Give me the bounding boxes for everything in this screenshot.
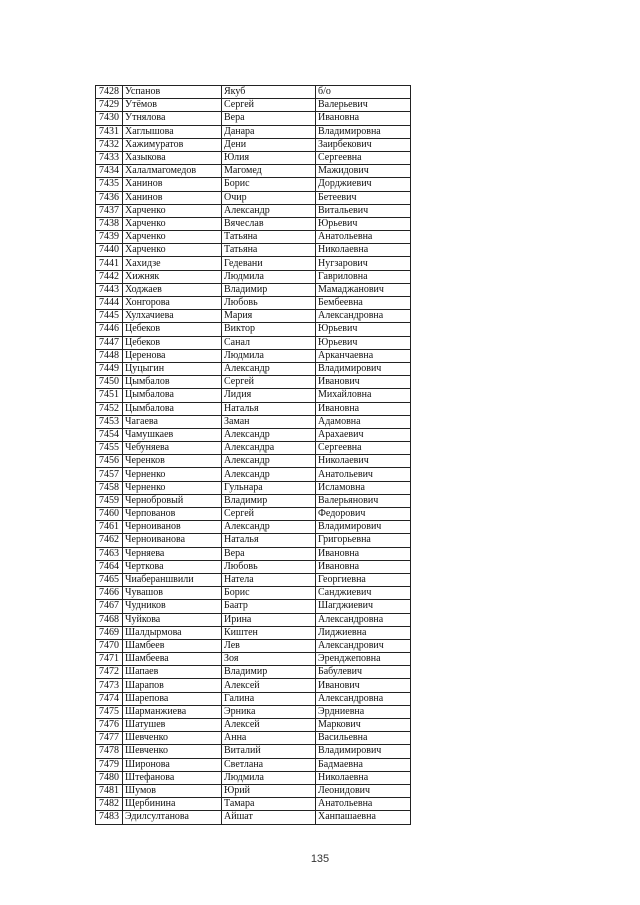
patronymic-cell: Александрович bbox=[316, 639, 411, 652]
first-name-cell: Сергей bbox=[222, 376, 316, 389]
last-name-cell: Успанов bbox=[123, 86, 222, 99]
last-name-cell: Халалмагомедов bbox=[123, 165, 222, 178]
row-number-cell: 7431 bbox=[96, 125, 123, 138]
table-row bbox=[96, 442, 411, 455]
first-name-cell: Анна bbox=[222, 732, 316, 745]
patronymic-cell: Георгиевна bbox=[316, 573, 411, 586]
first-name-cell: Татьяна bbox=[222, 231, 316, 244]
first-name-cell: Александр bbox=[222, 204, 316, 217]
table-row bbox=[96, 521, 411, 534]
table-row bbox=[96, 679, 411, 692]
first-name-cell: Вячеслав bbox=[222, 217, 316, 230]
table-row bbox=[96, 310, 411, 323]
last-name-cell: Чагаева bbox=[123, 415, 222, 428]
patronymic-cell: Юрьевич bbox=[316, 323, 411, 336]
first-name-cell: Лидия bbox=[222, 389, 316, 402]
table-row bbox=[96, 389, 411, 402]
first-name-cell: Магомед bbox=[222, 165, 316, 178]
last-name-cell: Шарманжиева bbox=[123, 705, 222, 718]
first-name-cell: Дени bbox=[222, 138, 316, 151]
row-number-cell: 7476 bbox=[96, 719, 123, 732]
row-number-cell: 7475 bbox=[96, 705, 123, 718]
table-row bbox=[96, 705, 411, 718]
table-row bbox=[96, 151, 411, 164]
last-name-cell: Черняева bbox=[123, 547, 222, 560]
table-row bbox=[96, 692, 411, 705]
patronymic-cell: Исламовна bbox=[316, 481, 411, 494]
table-row bbox=[96, 745, 411, 758]
row-number-cell: 7432 bbox=[96, 138, 123, 151]
patronymic-cell: Эрдниевна bbox=[316, 705, 411, 718]
last-name-cell: Шевченко bbox=[123, 745, 222, 758]
row-number-cell: 7464 bbox=[96, 560, 123, 573]
table-row bbox=[96, 481, 411, 494]
patronymic-cell: Арканчаевна bbox=[316, 349, 411, 362]
row-number-cell: 7471 bbox=[96, 653, 123, 666]
last-name-cell: Шумов bbox=[123, 784, 222, 797]
last-name-cell: Чернобровый bbox=[123, 494, 222, 507]
patronymic-cell: б/о bbox=[316, 86, 411, 99]
table-row bbox=[96, 270, 411, 283]
patronymic-cell: Шагджиевич bbox=[316, 600, 411, 613]
first-name-cell: Владимир bbox=[222, 494, 316, 507]
last-name-cell: Хахидзе bbox=[123, 257, 222, 270]
last-name-cell: Цуцыгин bbox=[123, 362, 222, 375]
last-name-cell: Чебуняева bbox=[123, 442, 222, 455]
patronymic-cell: Николаевна bbox=[316, 771, 411, 784]
row-number-cell: 7459 bbox=[96, 494, 123, 507]
row-number-cell: 7457 bbox=[96, 468, 123, 481]
row-number-cell: 7462 bbox=[96, 534, 123, 547]
row-number-cell: 7479 bbox=[96, 758, 123, 771]
patronymic-cell: Васильевна bbox=[316, 732, 411, 745]
table-row bbox=[96, 600, 411, 613]
patronymic-cell: Николаевич bbox=[316, 455, 411, 468]
patronymic-cell: Николаевна bbox=[316, 244, 411, 257]
patronymic-cell: Владимировна bbox=[316, 125, 411, 138]
first-name-cell: Людмила bbox=[222, 771, 316, 784]
patronymic-cell: Лиджиевна bbox=[316, 626, 411, 639]
last-name-cell: Утёмов bbox=[123, 99, 222, 112]
patronymic-cell: Заирбекович bbox=[316, 138, 411, 151]
row-number-cell: 7454 bbox=[96, 428, 123, 441]
last-name-cell: Черпованов bbox=[123, 508, 222, 521]
patronymic-cell: Адамовна bbox=[316, 415, 411, 428]
row-number-cell: 7447 bbox=[96, 336, 123, 349]
row-number-cell: 7455 bbox=[96, 442, 123, 455]
first-name-cell: Татьяна bbox=[222, 244, 316, 257]
row-number-cell: 7452 bbox=[96, 402, 123, 415]
last-name-cell: Хулхачиева bbox=[123, 310, 222, 323]
table-row bbox=[96, 204, 411, 217]
row-number-cell: 7436 bbox=[96, 191, 123, 204]
patronymic-cell: Александровна bbox=[316, 613, 411, 626]
last-name-cell: Харченко bbox=[123, 231, 222, 244]
table-row bbox=[96, 165, 411, 178]
last-name-cell: Щербинина bbox=[123, 798, 222, 811]
last-name-cell: Шарапов bbox=[123, 679, 222, 692]
last-name-cell: Черненко bbox=[123, 468, 222, 481]
patronymic-cell: Арахаевич bbox=[316, 428, 411, 441]
patronymic-cell: Александровна bbox=[316, 310, 411, 323]
patronymic-cell: Анатольевна bbox=[316, 231, 411, 244]
first-name-cell: Данара bbox=[222, 125, 316, 138]
row-number-cell: 7448 bbox=[96, 349, 123, 362]
table-row bbox=[96, 99, 411, 112]
first-name-cell: Вера bbox=[222, 547, 316, 560]
table-row bbox=[96, 719, 411, 732]
row-number-cell: 7465 bbox=[96, 573, 123, 586]
first-name-cell: Борис bbox=[222, 178, 316, 191]
last-name-cell: Ханинов bbox=[123, 178, 222, 191]
first-name-cell: Светлана bbox=[222, 758, 316, 771]
last-name-cell: Утнялова bbox=[123, 112, 222, 125]
patronymic-cell: Леонидович bbox=[316, 784, 411, 797]
row-number-cell: 7468 bbox=[96, 613, 123, 626]
first-name-cell: Людмила bbox=[222, 349, 316, 362]
first-name-cell: Юрий bbox=[222, 784, 316, 797]
table-row bbox=[96, 560, 411, 573]
table-row bbox=[96, 758, 411, 771]
patronymic-cell: Дорджиевич bbox=[316, 178, 411, 191]
first-name-cell: Александр bbox=[222, 468, 316, 481]
table-row bbox=[96, 402, 411, 415]
first-name-cell: Заман bbox=[222, 415, 316, 428]
patronymic-cell: Витальевич bbox=[316, 204, 411, 217]
first-name-cell: Владимир bbox=[222, 666, 316, 679]
row-number-cell: 7439 bbox=[96, 231, 123, 244]
patronymic-cell: Анатольевна bbox=[316, 798, 411, 811]
table-row bbox=[96, 771, 411, 784]
table-row bbox=[96, 283, 411, 296]
last-name-cell: Черноиванов bbox=[123, 521, 222, 534]
table-row bbox=[96, 573, 411, 586]
patronymic-cell: Эренджеповна bbox=[316, 653, 411, 666]
last-name-cell: Шамбеева bbox=[123, 653, 222, 666]
patronymic-cell: Бетеевич bbox=[316, 191, 411, 204]
first-name-cell: Якуб bbox=[222, 86, 316, 99]
table-row bbox=[96, 666, 411, 679]
table-row bbox=[96, 244, 411, 257]
table-row bbox=[96, 587, 411, 600]
row-number-cell: 7480 bbox=[96, 771, 123, 784]
table-row bbox=[96, 455, 411, 468]
table-row bbox=[96, 732, 411, 745]
row-number-cell: 7440 bbox=[96, 244, 123, 257]
row-number-cell: 7433 bbox=[96, 151, 123, 164]
row-number-cell: 7463 bbox=[96, 547, 123, 560]
table-row bbox=[96, 415, 411, 428]
table-row bbox=[96, 336, 411, 349]
table-row bbox=[96, 217, 411, 230]
row-number-cell: 7472 bbox=[96, 666, 123, 679]
table-row bbox=[96, 125, 411, 138]
first-name-cell: Сергей bbox=[222, 508, 316, 521]
first-name-cell: Виктор bbox=[222, 323, 316, 336]
first-name-cell: Гедевани bbox=[222, 257, 316, 270]
first-name-cell: Людмила bbox=[222, 270, 316, 283]
table-row bbox=[96, 798, 411, 811]
table-row bbox=[96, 376, 411, 389]
patronymic-cell: Ивановна bbox=[316, 112, 411, 125]
patronymic-cell: Михайловна bbox=[316, 389, 411, 402]
patronymic-cell: Владимирович bbox=[316, 521, 411, 534]
patronymic-cell: Мамаджанович bbox=[316, 283, 411, 296]
table-row bbox=[96, 534, 411, 547]
patronymic-cell: Мажидович bbox=[316, 165, 411, 178]
patronymic-cell: Иванович bbox=[316, 679, 411, 692]
row-number-cell: 7470 bbox=[96, 639, 123, 652]
last-name-cell: Шамбеев bbox=[123, 639, 222, 652]
last-name-cell: Чиабераншвили bbox=[123, 573, 222, 586]
table-row bbox=[96, 811, 411, 824]
first-name-cell: Александр bbox=[222, 521, 316, 534]
patronymic-cell: Анатольевич bbox=[316, 468, 411, 481]
table-row bbox=[96, 626, 411, 639]
patronymic-cell: Ивановна bbox=[316, 402, 411, 415]
names-table bbox=[95, 85, 411, 825]
row-number-cell: 7477 bbox=[96, 732, 123, 745]
first-name-cell: Зоя bbox=[222, 653, 316, 666]
last-name-cell: Хонгорова bbox=[123, 297, 222, 310]
table-row bbox=[96, 508, 411, 521]
last-name-cell: Хазыкова bbox=[123, 151, 222, 164]
patronymic-cell: Бембеевна bbox=[316, 297, 411, 310]
first-name-cell: Александр bbox=[222, 455, 316, 468]
row-number-cell: 7434 bbox=[96, 165, 123, 178]
first-name-cell: Баатр bbox=[222, 600, 316, 613]
row-number-cell: 7460 bbox=[96, 508, 123, 521]
table-row bbox=[96, 323, 411, 336]
row-number-cell: 7467 bbox=[96, 600, 123, 613]
patronymic-cell: Владимирович bbox=[316, 362, 411, 375]
table-row bbox=[96, 653, 411, 666]
table-row bbox=[96, 362, 411, 375]
table-row bbox=[96, 257, 411, 270]
first-name-cell: Айшат bbox=[222, 811, 316, 824]
last-name-cell: Цымбалова bbox=[123, 389, 222, 402]
table-row bbox=[96, 112, 411, 125]
row-number-cell: 7456 bbox=[96, 455, 123, 468]
first-name-cell: Борис bbox=[222, 587, 316, 600]
last-name-cell: Чудников bbox=[123, 600, 222, 613]
first-name-cell: Очир bbox=[222, 191, 316, 204]
first-name-cell: Натела bbox=[222, 573, 316, 586]
patronymic-cell: Санджиевич bbox=[316, 587, 411, 600]
last-name-cell: Цебеков bbox=[123, 336, 222, 349]
row-number-cell: 7445 bbox=[96, 310, 123, 323]
table-row bbox=[96, 547, 411, 560]
last-name-cell: Черненко bbox=[123, 481, 222, 494]
table-row bbox=[96, 468, 411, 481]
row-number-cell: 7428 bbox=[96, 86, 123, 99]
patronymic-cell: Федорович bbox=[316, 508, 411, 521]
row-number-cell: 7438 bbox=[96, 217, 123, 230]
last-name-cell: Хижняк bbox=[123, 270, 222, 283]
patronymic-cell: Григорьевна bbox=[316, 534, 411, 547]
row-number-cell: 7474 bbox=[96, 692, 123, 705]
row-number-cell: 7473 bbox=[96, 679, 123, 692]
last-name-cell: Шарепова bbox=[123, 692, 222, 705]
row-number-cell: 7451 bbox=[96, 389, 123, 402]
table-row bbox=[96, 191, 411, 204]
first-name-cell: Эрника bbox=[222, 705, 316, 718]
last-name-cell: Штефанова bbox=[123, 771, 222, 784]
first-name-cell: Вера bbox=[222, 112, 316, 125]
last-name-cell: Шевченко bbox=[123, 732, 222, 745]
row-number-cell: 7469 bbox=[96, 626, 123, 639]
first-name-cell: Ирина bbox=[222, 613, 316, 626]
row-number-cell: 7435 bbox=[96, 178, 123, 191]
row-number-cell: 7429 bbox=[96, 99, 123, 112]
last-name-cell: Харченко bbox=[123, 244, 222, 257]
first-name-cell: Юлия bbox=[222, 151, 316, 164]
row-number-cell: 7441 bbox=[96, 257, 123, 270]
patronymic-cell: Александровна bbox=[316, 692, 411, 705]
first-name-cell: Тамара bbox=[222, 798, 316, 811]
table-row bbox=[96, 613, 411, 626]
row-number-cell: 7453 bbox=[96, 415, 123, 428]
row-number-cell: 7444 bbox=[96, 297, 123, 310]
table-row bbox=[96, 494, 411, 507]
last-name-cell: Шапаев bbox=[123, 666, 222, 679]
patronymic-cell: Сергеевна bbox=[316, 151, 411, 164]
patronymic-cell: Ивановна bbox=[316, 547, 411, 560]
last-name-cell: Ходжаев bbox=[123, 283, 222, 296]
table-row bbox=[96, 178, 411, 191]
row-number-cell: 7458 bbox=[96, 481, 123, 494]
last-name-cell: Чувашов bbox=[123, 587, 222, 600]
table-row bbox=[96, 86, 411, 99]
row-number-cell: 7482 bbox=[96, 798, 123, 811]
last-name-cell: Харченко bbox=[123, 217, 222, 230]
patronymic-cell: Гавриловна bbox=[316, 270, 411, 283]
patronymic-cell: Валерьянович bbox=[316, 494, 411, 507]
row-number-cell: 7466 bbox=[96, 587, 123, 600]
last-name-cell: Шалдырмова bbox=[123, 626, 222, 639]
first-name-cell: Любовь bbox=[222, 560, 316, 573]
patronymic-cell: Юрьевич bbox=[316, 336, 411, 349]
first-name-cell: Сергей bbox=[222, 99, 316, 112]
row-number-cell: 7449 bbox=[96, 362, 123, 375]
table-row bbox=[96, 428, 411, 441]
patronymic-cell: Валерьевич bbox=[316, 99, 411, 112]
row-number-cell: 7442 bbox=[96, 270, 123, 283]
patronymic-cell: Ханпашаевна bbox=[316, 811, 411, 824]
first-name-cell: Наталья bbox=[222, 402, 316, 415]
table-row bbox=[96, 138, 411, 151]
row-number-cell: 7461 bbox=[96, 521, 123, 534]
row-number-cell: 7483 bbox=[96, 811, 123, 824]
row-number-cell: 7450 bbox=[96, 376, 123, 389]
first-name-cell: Мария bbox=[222, 310, 316, 323]
row-number-cell: 7478 bbox=[96, 745, 123, 758]
first-name-cell: Лев bbox=[222, 639, 316, 652]
first-name-cell: Александр bbox=[222, 362, 316, 375]
last-name-cell: Широнова bbox=[123, 758, 222, 771]
patronymic-cell: Владимирович bbox=[316, 745, 411, 758]
row-number-cell: 7443 bbox=[96, 283, 123, 296]
first-name-cell: Любовь bbox=[222, 297, 316, 310]
first-name-cell: Гульнара bbox=[222, 481, 316, 494]
first-name-cell: Алексей bbox=[222, 719, 316, 732]
patronymic-cell: Иванович bbox=[316, 376, 411, 389]
first-name-cell: Наталья bbox=[222, 534, 316, 547]
patronymic-cell: Ивановна bbox=[316, 560, 411, 573]
last-name-cell: Эдилсултанова bbox=[123, 811, 222, 824]
patronymic-cell: Бадмаевна bbox=[316, 758, 411, 771]
table-row bbox=[96, 784, 411, 797]
row-number-cell: 7446 bbox=[96, 323, 123, 336]
first-name-cell: Александра bbox=[222, 442, 316, 455]
patronymic-cell: Сергеевна bbox=[316, 442, 411, 455]
first-name-cell: Александр bbox=[222, 428, 316, 441]
last-name-cell: Цымбалов bbox=[123, 376, 222, 389]
last-name-cell: Цебеков bbox=[123, 323, 222, 336]
last-name-cell: Ханинов bbox=[123, 191, 222, 204]
first-name-cell: Владимир bbox=[222, 283, 316, 296]
row-number-cell: 7437 bbox=[96, 204, 123, 217]
patronymic-cell: Маркович bbox=[316, 719, 411, 732]
first-name-cell: Виталий bbox=[222, 745, 316, 758]
first-name-cell: Алексей bbox=[222, 679, 316, 692]
last-name-cell: Черноиванова bbox=[123, 534, 222, 547]
last-name-cell: Харченко bbox=[123, 204, 222, 217]
last-name-cell: Цымбалова bbox=[123, 402, 222, 415]
last-name-cell: Церенова bbox=[123, 349, 222, 362]
last-name-cell: Чамушкаев bbox=[123, 428, 222, 441]
last-name-cell: Чуйкова bbox=[123, 613, 222, 626]
last-name-cell: Хажимуратов bbox=[123, 138, 222, 151]
table-row bbox=[96, 639, 411, 652]
first-name-cell: Галина bbox=[222, 692, 316, 705]
patronymic-cell: Бабулевич bbox=[316, 666, 411, 679]
last-name-cell: Черенков bbox=[123, 455, 222, 468]
patronymic-cell: Нугзарович bbox=[316, 257, 411, 270]
last-name-cell: Черткова bbox=[123, 560, 222, 573]
patronymic-cell: Юрьевич bbox=[316, 217, 411, 230]
first-name-cell: Санал bbox=[222, 336, 316, 349]
first-name-cell: Киштен bbox=[222, 626, 316, 639]
last-name-cell: Шатушев bbox=[123, 719, 222, 732]
row-number-cell: 7430 bbox=[96, 112, 123, 125]
row-number-cell: 7481 bbox=[96, 784, 123, 797]
page-number: 135 bbox=[310, 853, 330, 865]
table-row bbox=[96, 297, 411, 310]
table-row bbox=[96, 349, 411, 362]
last-name-cell: Хаглышова bbox=[123, 125, 222, 138]
table-row bbox=[96, 231, 411, 244]
names-table-body bbox=[96, 86, 411, 825]
